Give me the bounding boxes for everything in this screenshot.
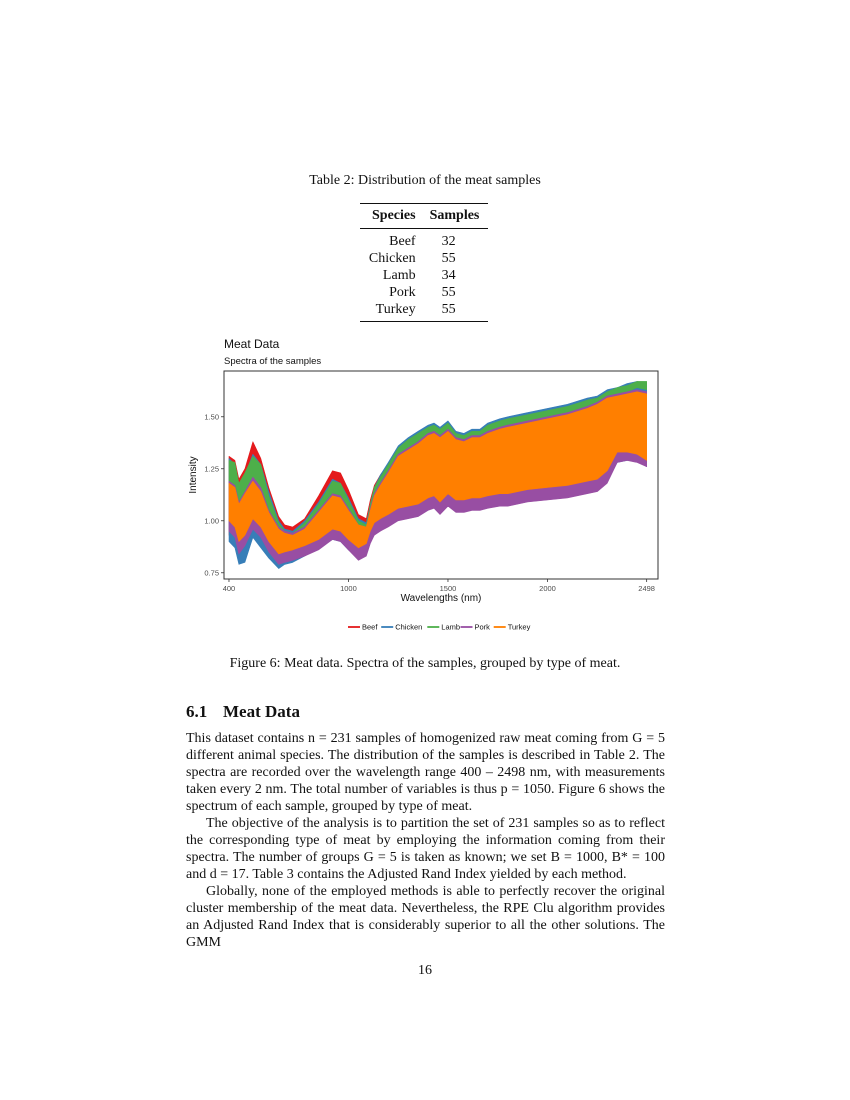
table-cell-species: Turkey — [360, 301, 420, 322]
section-title: Meat Data — [223, 702, 300, 721]
y-tick-label: 1.25 — [204, 464, 219, 474]
x-tick-label: 1500 — [439, 584, 457, 593]
table-cell-samples: 32 — [441, 234, 456, 249]
y-tick-label: 0.75 — [204, 568, 219, 578]
paragraph: The objective of the analysis is to partition the set of 231 samples so as to reflect the corresponding type of meat by employing the information coming from their spectra. The number of groups G = 5 is taken as known; we set B = 1000, B* = 100 and d = 17. Table 3 contains the Adjusted Rand Index yielded by each method. — [186, 816, 665, 882]
chart-subtitle: Spectra of the samples — [224, 356, 322, 367]
paragraph: This dataset contains n = 231 samples of homogenized raw meat coming from G = 5 different animal species. The distribution of the samples is described in Table 2. The spectra are recorded over the wavelength range 400 – 2498 nm, with measurements taken every 2 nm. The total number of variables is thus p = 1050. Figure 6 shows the spectrum of each sample, grouped by type of meat. — [186, 731, 665, 814]
chart-legend — [348, 623, 531, 632]
chart-title: Meat Data — [224, 337, 280, 351]
page-number: 16 — [418, 963, 432, 978]
x-tick-label: 2498 — [638, 584, 655, 593]
table-caption: Table 2: Distribution of the meat samples — [309, 173, 541, 188]
table-header-row — [360, 204, 488, 229]
body-text — [186, 730, 665, 951]
y-tick-label: 1.00 — [204, 516, 219, 526]
table-cell-samples: 55 — [441, 285, 456, 300]
y-tick-label: 1.50 — [204, 412, 219, 422]
table-header-samples: Samples — [420, 204, 488, 229]
table-cell-species: Pork — [389, 285, 416, 300]
x-axis — [223, 579, 655, 593]
x-tick-label: 400 — [222, 584, 236, 593]
table-cell-species: Chicken — [368, 251, 416, 266]
x-axis-label: Wavelengths (nm) — [400, 593, 482, 604]
table-cell-samples: 34 — [441, 268, 456, 283]
section-number: 6.1 — [186, 702, 208, 721]
x-tick-label: 2000 — [539, 584, 556, 593]
section-heading — [186, 702, 300, 722]
legend-label-pork: Pork — [474, 622, 490, 632]
table-cell-species: Beef — [389, 234, 416, 249]
table-cell-species: Lamb — [382, 268, 416, 283]
legend-label-turkey: Turkey — [507, 622, 531, 632]
table-cell-samples: 55 — [441, 251, 456, 266]
table-row — [360, 267, 488, 284]
table-header-species: Species — [360, 204, 420, 229]
distribution-table — [360, 203, 488, 322]
table-row — [360, 250, 488, 267]
y-axis-label: Intensity — [188, 456, 199, 494]
table-row — [360, 301, 488, 322]
legend-label-lamb: Lamb — [441, 622, 461, 632]
paragraph: Globally, none of the employed methods is able to perfectly recover the original cluster membership of the meat data. Nevertheless, the RPE Clu algorithm provides an Adjusted Rand Index that is considerably superior to all the other solutions. The GMM — [186, 884, 665, 950]
table-row — [360, 284, 488, 301]
x-tick-label: 1000 — [340, 584, 357, 593]
legend-label-chicken: Chicken — [395, 622, 423, 632]
figure-caption: Figure 6: Meat data. Spectra of the samples, grouped by type of meat. — [229, 656, 621, 671]
meat-spectra-chart — [180, 330, 670, 640]
legend-label-beef: Beef — [362, 622, 378, 632]
table-cell-samples: 55 — [420, 301, 488, 322]
table-row — [360, 229, 488, 251]
y-axis — [204, 412, 224, 577]
